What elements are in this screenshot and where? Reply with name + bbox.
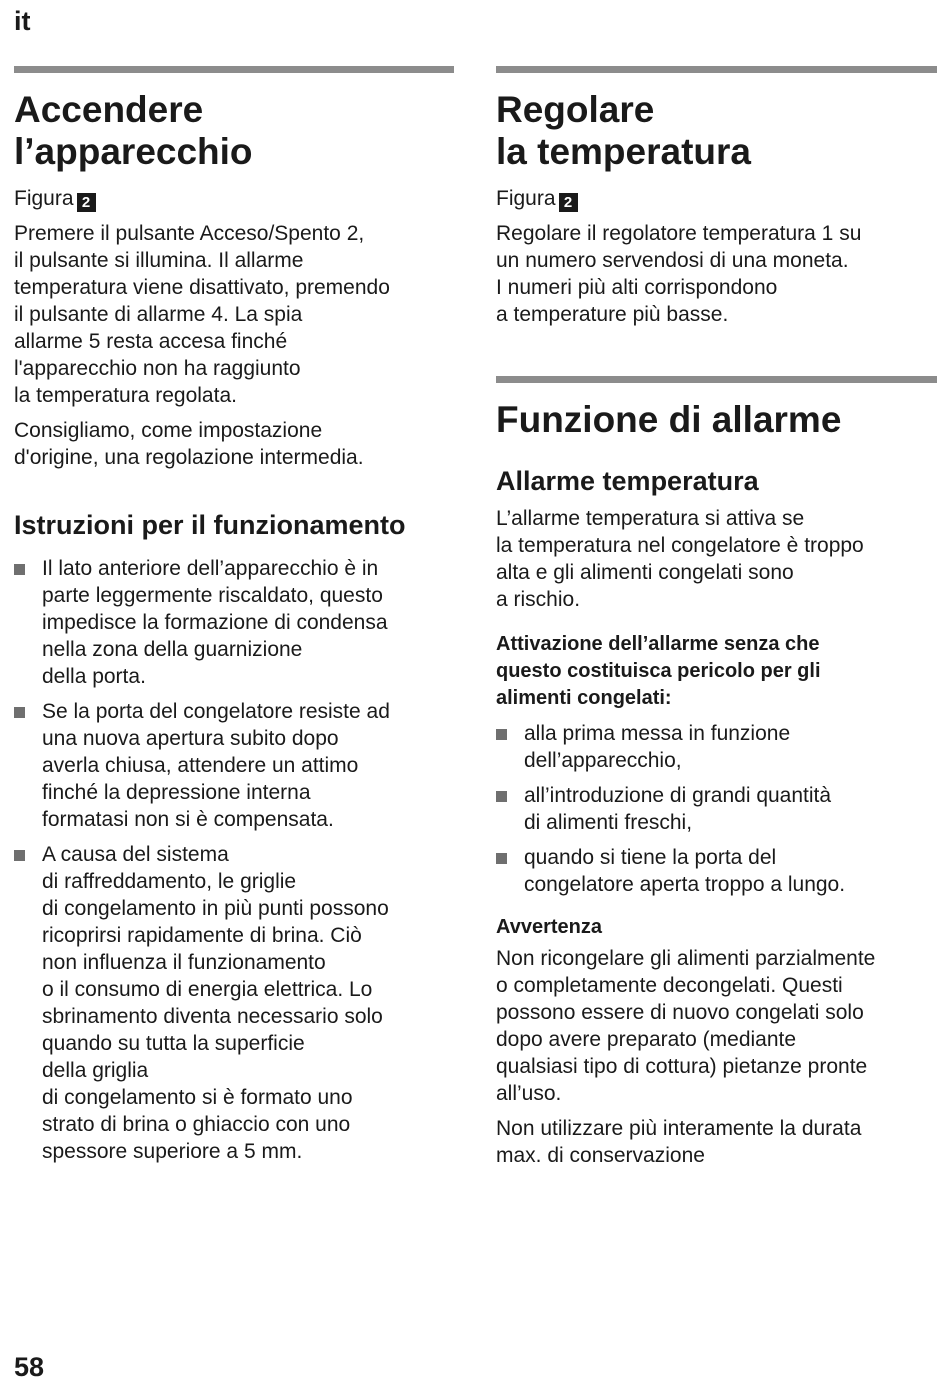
square-bullet-icon (14, 850, 25, 861)
square-bullet-icon (14, 564, 25, 575)
heading-funzione-allarme: Funzione di allarme (496, 399, 842, 440)
figure-reference (496, 185, 937, 212)
heading-attivazione: Attivazione dell’allarme senza che questo costituisca pericolo per gli alimenti congelati: (496, 633, 821, 709)
paragraph-allarme: L’allarme temperatura si attiva se la temperatura nel congelatore è troppo alta e gli alimenti congelati sono a rischio. (496, 507, 864, 611)
heading-accendere: Accendere l’apparecchio (14, 89, 253, 172)
square-bullet-icon (14, 707, 25, 718)
list-item: Se la porta del congelatore resiste ad una nuova apertura subito dopo averla chiusa, attendere un attimo finché la depressione interna formatasi non si è compensata. (14, 698, 454, 833)
section-divider (496, 66, 937, 73)
heading-istruzioni: Istruzioni per il funzionamento (14, 510, 406, 540)
list-item: alla prima messa in funzione dell’apparecchio, (496, 720, 937, 774)
list-item: A causa del sistema di raffreddamento, le griglie di congelamento in più punti possono ricoprirsi rapidamente di brina. Ciò non influenza il funzionamento o il consumo di energia elettrica. Lo sbrinamento diventa necessario solo quando su tutta la superficie della griglia di congelamento si è formato uno strato di brina o ghiaccio con uno spessore superiore a 5 mm. (14, 841, 454, 1165)
page-number: 58 (14, 1352, 45, 1382)
figure-number-box: 2 (559, 193, 578, 212)
heading-allarme-temperatura: Allarme temperatura (496, 466, 759, 496)
left-column (14, 66, 454, 1165)
attivazione-list (496, 720, 937, 898)
paragraph-durata: Non utilizzare più interamente la durata max. di conservazione (496, 1117, 862, 1167)
list-item: all’introduzione di grandi quantità di alimenti freschi, (496, 782, 937, 836)
square-bullet-icon (496, 729, 507, 740)
list-item: Il lato anteriore dell’apparecchio è in parte leggermente riscaldato, questo impedisce la formazione di condensa nella zona della guarnizione della porta. (14, 555, 454, 690)
figure-label: Figura (496, 187, 556, 210)
right-column (496, 66, 937, 1169)
figure-label: Figura (14, 187, 74, 210)
square-bullet-icon (496, 791, 507, 802)
paragraph-consigliamo: Consigliamo, come impostazione d'origine, una regolazione intermedia. (14, 419, 364, 469)
paragraph-avvertenza: Non ricongelare gli alimenti parzialmente o completamente decongelati. Questi possono essere di nuovo congelati solo dopo avere preparato (mediante qualsiasi tipo di cottura) pietanze pronte all’uso. (496, 947, 876, 1105)
figure-reference (14, 185, 454, 212)
language-code: it (14, 6, 31, 36)
heading-avvertenza: Avvertenza (496, 916, 602, 938)
section-divider (14, 66, 454, 73)
section-divider (496, 376, 937, 383)
heading-regolare: Regolare la temperatura (496, 89, 751, 172)
figure-number-box: 2 (77, 193, 96, 212)
paragraph-regolare: Regolare il regolatore temperatura 1 su un numero servendosi di una moneta. I numeri più alti corrispondono a temperature più basse. (496, 222, 862, 326)
square-bullet-icon (496, 853, 507, 864)
istruzioni-list (14, 555, 454, 1165)
list-item: quando si tiene la porta del congelatore aperta troppo a lungo. (496, 844, 937, 898)
paragraph-accendere: Premere il pulsante Acceso/Spento 2, il pulsante si illumina. Il allarme temperatura viene disattivato, premendo il pulsante di allarme 4. La spia allarme 5 resta accesa finché l'apparecchio non ha raggiunto la temperatura regolata. (14, 222, 390, 407)
